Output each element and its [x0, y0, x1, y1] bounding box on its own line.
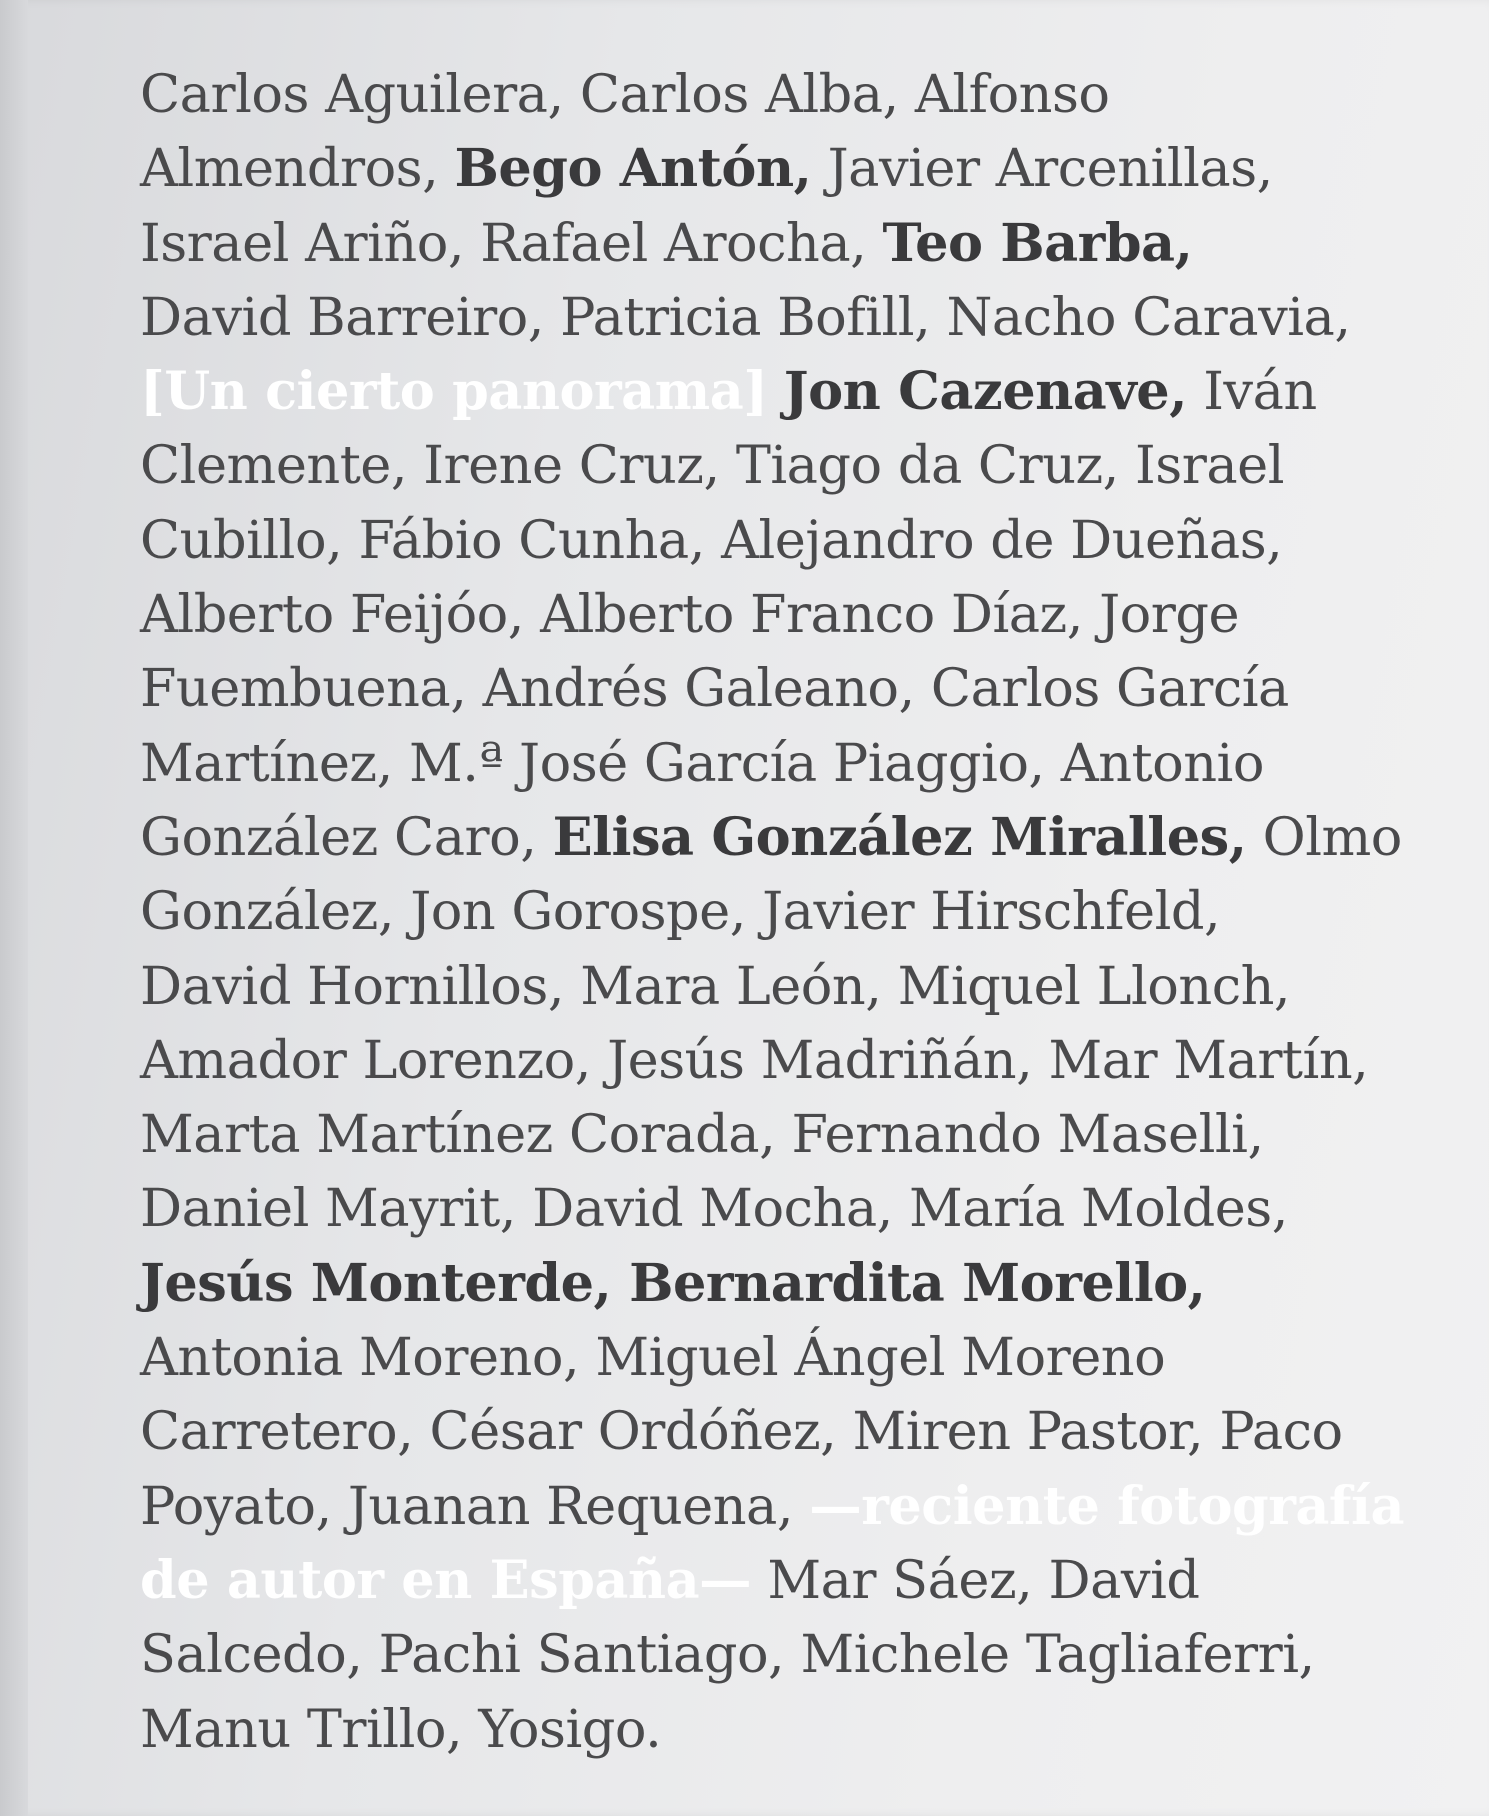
text-line: [140, 1395, 1375, 1469]
name-text: Martínez, M.ª José García Piaggio, Antonio: [140, 732, 1264, 794]
name-text: Amador Lorenzo, Jesús Madriñán, Mar Martín,: [140, 1029, 1369, 1091]
name-text: David Barreiro, Patricia Bofill, Nacho Caravia,: [140, 286, 1351, 348]
name-text: Salcedo, Pachi Santiago, Michele Tagliaferri,: [140, 1624, 1315, 1686]
name-text: Manu Trillo, Yosigo.: [140, 1698, 662, 1760]
text-line: [140, 1693, 1375, 1767]
text-line: [140, 1172, 1375, 1246]
name-text: González, Jon Gorospe, Javier Hirschfeld,: [140, 881, 1221, 943]
text-line: [140, 355, 1375, 429]
highlighted-name-text: Jesús Monterde, Bernardita Morello,: [140, 1252, 1206, 1314]
text-line: [140, 132, 1375, 206]
name-text: Almendros,: [140, 138, 455, 200]
name-text: Olmo: [1246, 806, 1402, 868]
name-text: Marta Martínez Corada, Fernando Maselli,: [140, 1104, 1264, 1166]
text-line: [140, 1618, 1375, 1692]
highlighted-name-text: Teo Barba,: [882, 212, 1193, 274]
name-text: Cubillo, Fábio Cunha, Alejandro de Dueñas,: [140, 509, 1283, 571]
name-text: [768, 361, 784, 422]
highlighted-name-text: Jon Cazenave,: [783, 361, 1187, 423]
text-line: [140, 504, 1375, 578]
name-text: Carretero, César Ordóñez, Miren Pastor, Paco: [140, 1401, 1343, 1463]
name-text: David Hornillos, Mara León, Miquel Llonch,: [140, 955, 1291, 1017]
name-text: Alberto Feijóo, Alberto Franco Díaz, Jorge: [140, 584, 1240, 646]
text-line: [140, 1024, 1375, 1098]
name-text: Javier Arcenillas,: [811, 138, 1273, 200]
name-text: Clemente, Irene Cruz, Tiago da Cruz, Israel: [140, 435, 1284, 497]
name-text: Antonia Moreno, Miguel Ángel Moreno: [140, 1327, 1166, 1389]
name-text: Israel Ariño, Rafael Arocha,: [140, 212, 883, 274]
text-line: [140, 875, 1375, 949]
text-line: [140, 58, 1375, 132]
name-text: Carlos Aguilera, Carlos Alba, Alfonso: [140, 64, 1110, 125]
text-line: [140, 281, 1375, 355]
name-text: Iván: [1187, 361, 1317, 423]
text-line: [140, 429, 1375, 503]
text-line: [140, 652, 1375, 726]
text-line: [140, 578, 1375, 652]
highlighted-name-text: Bego Antón,: [454, 138, 812, 200]
text-line: [140, 207, 1375, 281]
title-text: [Un cierto panorama]: [140, 361, 768, 423]
name-text: González Caro,: [140, 806, 553, 868]
spine-edge: [0, 0, 28, 1816]
text-line: [140, 801, 1402, 875]
text-line: [140, 1247, 1375, 1321]
text-line: [140, 727, 1375, 801]
text-line: [140, 1470, 1404, 1544]
name-text: Daniel Mayrit, David Mocha, María Moldes,: [140, 1178, 1288, 1240]
name-text: Poyato, Juanan Requena,: [140, 1475, 810, 1537]
photographer-names-text: [140, 58, 1404, 1767]
title-text: —reciente fotografía: [809, 1475, 1404, 1537]
text-line: [140, 950, 1375, 1024]
text-line: [140, 1098, 1375, 1172]
text-line: [140, 1321, 1375, 1395]
title-text: de autor en España—: [140, 1549, 752, 1611]
highlighted-name-text: Elisa González Miralles,: [552, 806, 1247, 868]
name-text: Fuembuena, Andrés Galeano, Carlos García: [140, 658, 1289, 720]
text-line: [140, 1544, 1375, 1618]
name-text: Mar Sáez, David: [751, 1549, 1200, 1611]
